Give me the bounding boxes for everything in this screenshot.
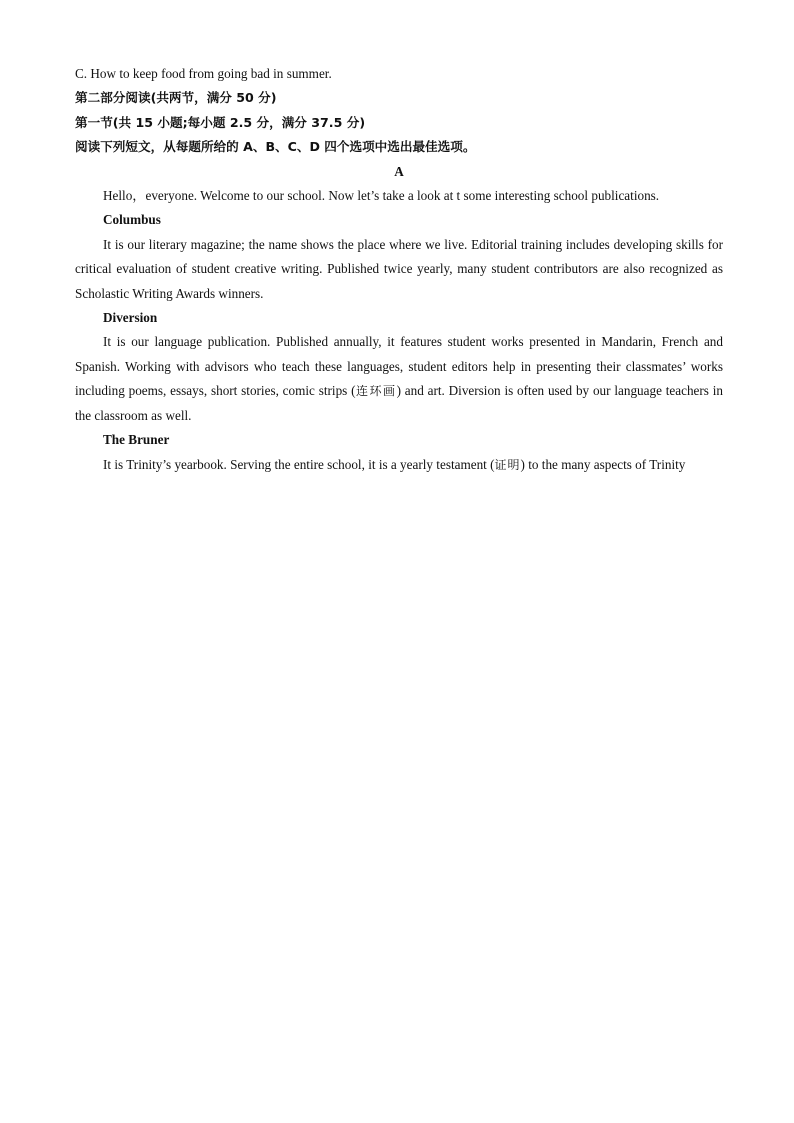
section-heading-columbus: Columbus (103, 212, 161, 228)
previous-option-c: C. How to keep food from going bad in summer. (75, 66, 332, 81)
section-body-columbus: It is our literary magazine; the name shows the place where we live. Editorial training includes developing skills for critical evaluation of student creative writing. Published twice yearly, many student contributors are also recognized as Scholastic Writing Awards winners. (75, 236, 723, 301)
section-heading-diversion: Diversion (103, 310, 158, 326)
diversion-text-before: It is our language publication. Published annually, it features student works presented in Mandarin, French and Spanish. Working with advisors who teach these languages, student editors help in presenting their classmates’ works including poems, essays, short stories, comic strips ( (75, 334, 723, 399)
diversion-text-after: ) and art. Diversion is often used by our language teachers in the classroom as well. (75, 383, 723, 423)
section-body-diversion (75, 330, 723, 428)
instruction: 阅读下列短文，从每题所给的 A、B、C、D 四个选项中选出最佳选项。 (75, 139, 476, 155)
part-title: 第二部分阅读(共两节，满分 50 分) (75, 90, 277, 106)
exam-page (75, 62, 723, 477)
diversion-gloss: 连环画 (355, 384, 397, 399)
section-title: 第一节(共 15 小题;每小题 2.5 分，满分 37.5 分) (75, 114, 366, 130)
bruner-text-before: It is Trinity’s yearbook. Serving the entire school, it is a yearly testament ( (103, 456, 495, 472)
section-heading-bruner: The Bruner (103, 432, 170, 448)
bruner-text-after: ) to the many aspects of Trinity (520, 456, 686, 472)
bruner-gloss: 证明 (494, 457, 521, 472)
passage-label: A (394, 163, 404, 179)
section-body-bruner (75, 453, 723, 477)
intro-paragraph: Hello，everyone. Welcome to our school. Now let’s take a look at t some interesting school publications. (103, 188, 660, 204)
